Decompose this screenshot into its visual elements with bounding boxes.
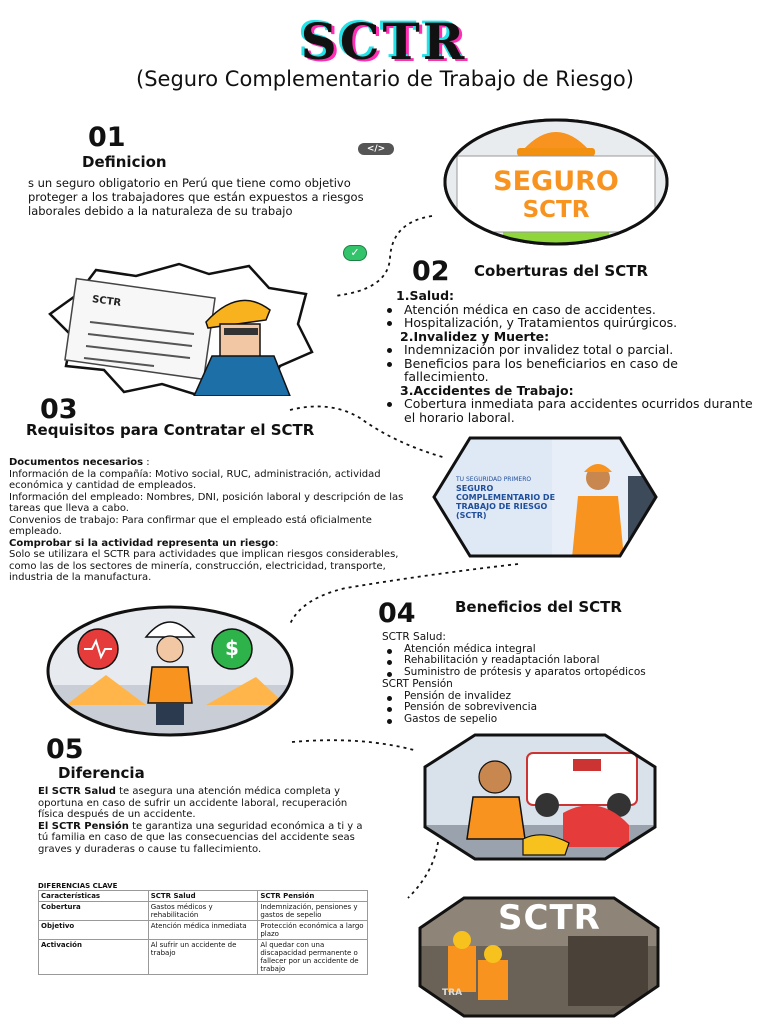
table-cell: Al sufrir un accidente de trabajo [148,940,258,975]
section-1-title: Definicion [82,153,167,171]
coverage-group-1-heading: 1.Salud: [396,288,455,303]
dollar-icon: $ [225,636,239,660]
sctr-poster-image [432,436,658,558]
section-4-title: Beneficios del SCTR [455,598,622,616]
worker-sign-image [443,118,669,246]
risk-label: Comprobar si la actividad representa un riesgo [9,537,276,549]
risk-text: Solo se utilizara el SCTR para actividades que implican riesgos considerables, como las de los sectores de minería, construcción, electricidad, transporte, industria de la manufactura. [9,549,399,583]
sign-text-sctr: SCTR [522,197,590,223]
health-label: El SCTR Salud [38,786,116,797]
table-cell: Atención médica inmediata [148,921,258,940]
connector-4 [292,740,414,750]
coverage-item: Beneficios para los beneficiarios en caso de fallecimiento. [382,357,762,384]
benefit-item: Pensión de invalidez [382,691,752,703]
table-cell: Cobertura [39,902,149,921]
sign-text-seguro: SEGURO [493,166,619,197]
table-row [39,940,368,975]
table-cell: Activación [39,940,149,975]
pension-label: El SCTR Pensión [38,820,129,832]
section-5-title: Diferencia [58,764,145,782]
requirement-line: Información de la compañía: Motivo social, RUC, administración, actividad económica y cantidad de empleados. [9,468,381,491]
table-row [39,921,368,940]
page-title: SCTR [300,12,468,71]
poster-kicker: TU SEGURIDAD PRIMERO [456,476,532,483]
benefit-item: Atención médica integral [382,644,752,656]
poster-title: SEGURO COMPLEMENTARIO DE TRABAJO DE RIESGO (SCTR) [456,484,556,520]
coverage-item: Cobertura inmediata para accidentes ocurridos durante el horario laboral. [382,397,762,424]
coverage-list [382,289,762,424]
benefit-item: Rehabilitación y readaptación laboral [382,655,752,667]
section-3-number: 03 [40,394,78,425]
coverage-group-3-heading: 3.Accidentes de Trabajo: [400,382,574,398]
requirement-line: Convenios de trabajo: Para confirmar que el empleado está oficialmente empleado. [9,514,372,537]
table-caption: DIFERENCIAS CLAVE [38,882,118,890]
code-icon: </> [358,143,394,155]
page-subtitle: (Seguro Complementario de Trabajo de Riesgo) [136,67,634,91]
benefit-item: Gastos de sepelio [382,714,752,726]
worker-benefits-image [46,605,294,737]
benefits-list [382,632,752,726]
differences-table [38,890,368,975]
section-1-text: s un seguro obligatorio en Perú que tiene como objetivo proteger a los trabajadores que están expuestos a riesgos laborales debido a la naturaleza de su trabajo [28,176,364,218]
section-2-number: 02 [412,256,450,287]
table-cell: Al quedar con una discapacidad permanente o fallecer por un accidente de trabajo [258,940,368,975]
table-cell: Protección económica a largo plazo [258,921,368,940]
benefits-pension-label: SCRT Pensión [382,677,453,690]
benefit-item: Pensión de sobrevivencia [382,702,752,714]
section-5-number: 05 [46,734,84,765]
coverage-group-2-heading: 2.Invalidez y Muerte: [400,328,550,344]
photo-corner-label: TRA [442,988,463,998]
accident-image [423,733,657,861]
section-4-number: 04 [378,598,416,629]
differences-table-block [38,882,368,975]
documents-label: Documentos necesarios [9,457,144,468]
section-5-text: El SCTR Salud te asegura una atención médica completa y oportuna en caso de sufrir un accidente laboral, recuperación física después de un accidente. El SCTR Pensión te garantiza una seguridad económica a ti y a tú familia en caso de que las consecuencias del accidente seas graves y duraderas o cause tu fallecimiento. [38,786,363,855]
coverage-item: Atención médica en caso de accidentes. [382,303,762,317]
table-header: Características [39,891,149,902]
table-header: SCTR Pensión [258,891,368,902]
document-label: SCTR [91,294,122,309]
photo-sctr-label: SCTR [498,898,601,938]
table-cell: Indemnización, pensiones y gastos de sepelio [258,902,368,921]
document-illustration [44,262,314,396]
requirement-line: Información del empleado: Nombres, DNI, posición laboral y descripción de las tareas que lleva a cabo. [9,491,404,514]
table-cell: Gastos médicos y rehabilitación [148,902,258,921]
benefit-item: Suministro de prótesis y aparatos ortopédicos [382,667,752,679]
section-3-text: Documentos necesarios : Información de la compañía: Motivo social, RUC, administración, actividad económica y cantidad de empleados. Información del empleado: Nombres, DNI, posición laboral y descripción de las tareas que lleva a cabo. Convenios de trabajo: Para confirmar que el empleado está oficialmente empleado. Comprobar si la actividad representa un riesgo: Solo se utilizara el SCTR para actividades que implican riesgos considerables, como las de los sectores de minería, construcción, electricidad, transporte, industria de la manufactura. [9,457,414,584]
check-icon: ✓ [343,245,367,261]
sctr-workers-photo [418,896,660,1018]
coverage-item: Hospitalización, y Tratamientos quirúrgicos. [382,316,762,330]
coverage-item: Indemnización por invalidez total o parcial. [382,343,762,357]
table-cell: Objetivo [39,921,149,940]
table-row [39,902,368,921]
section-2-title: Coberturas del SCTR [474,262,649,280]
section-1-number: 01 [88,122,126,153]
section-3-title: Requisitos para Contratar el SCTR [26,421,315,439]
benefits-health-label: SCTR Salud: [382,631,446,643]
table-header: SCTR Salud [148,891,258,902]
